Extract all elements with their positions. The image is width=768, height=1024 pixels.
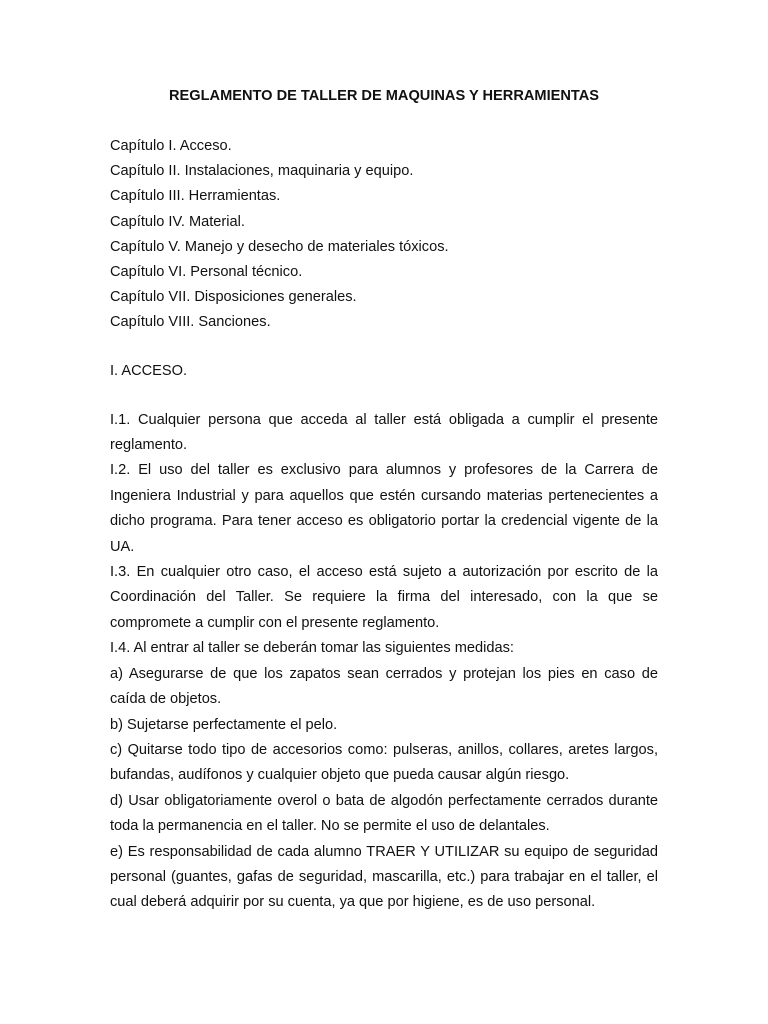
- chapter-item: Capítulo II. Instalaciones, maquinaria y equipo.: [110, 163, 414, 180]
- section-body: [110, 408, 658, 916]
- paragraph: I.4. Al entrar al taller se deberán tomar las siguientes medidas:: [110, 640, 514, 657]
- document-title: REGLAMENTO DE TALLER DE MAQUINAS Y HERRAMIENTAS: [169, 88, 599, 104]
- chapter-item: Capítulo IV. Material.: [110, 213, 245, 230]
- paragraph: I.2. El uso del taller es exclusivo para alumnos y profesores de la Carrera de Ingeniera Industrial y para aquellos que estén cursando materias pertenecientes a dicho programa. Para tener acceso es obligatorio portar la credencial vigente de la UA.: [110, 462, 658, 555]
- paragraph: I.3. En cualquier otro caso, el acceso está sujeto a autorización por escrito de la Coordinación del Taller. Se requiere la firma del interesado, con la que se compromete a cumplir con el presente reglamento.: [110, 564, 658, 631]
- chapter-item: Capítulo III. Herramientas.: [110, 188, 281, 205]
- chapter-item: Capítulo VII. Disposiciones generales.: [110, 289, 357, 306]
- paragraph: I.1. Cualquier persona que acceda al taller está obligada a cumplir el presente reglamento.: [110, 411, 658, 454]
- paragraph: e) Es responsabilidad de cada alumno TRAER Y UTILIZAR su equipo de seguridad personal (guantes, gafas de seguridad, mascarilla, etc.) para trabajar en el taller, el cual deberá adquirir por su cuenta, ya que por higiene, es de uso personal.: [110, 843, 658, 911]
- chapter-item: Capítulo VI. Personal técnico.: [110, 264, 303, 281]
- paragraph: b) Sujetarse perfectamente el pelo.: [110, 716, 338, 733]
- chapter-item: Capítulo I. Acceso.: [110, 138, 232, 154]
- paragraph: c) Quitarse todo tipo de accesorios como: pulseras, anillos, collares, aretes largos, bufandas, audífonos y cualquier objeto que pueda causar algún riesgo.: [110, 741, 658, 784]
- section-heading: I. ACCESO.: [110, 362, 188, 379]
- chapter-item: Capítulo VIII. Sanciones.: [110, 314, 271, 331]
- chapter-item: Capítulo V. Manejo y desecho de materiales tóxicos.: [110, 238, 449, 255]
- document-page: [110, 84, 658, 916]
- paragraph: a) Asegurarse de que los zapatos sean cerrados y protejan los pies en caso de caída de objetos.: [110, 665, 658, 708]
- paragraph: d) Usar obligatoriamente overol o bata de algodón perfectamente cerrados durante toda la permanencia en el taller. No se permite el uso de delantales.: [110, 792, 658, 835]
- chapter-list: [110, 134, 658, 336]
